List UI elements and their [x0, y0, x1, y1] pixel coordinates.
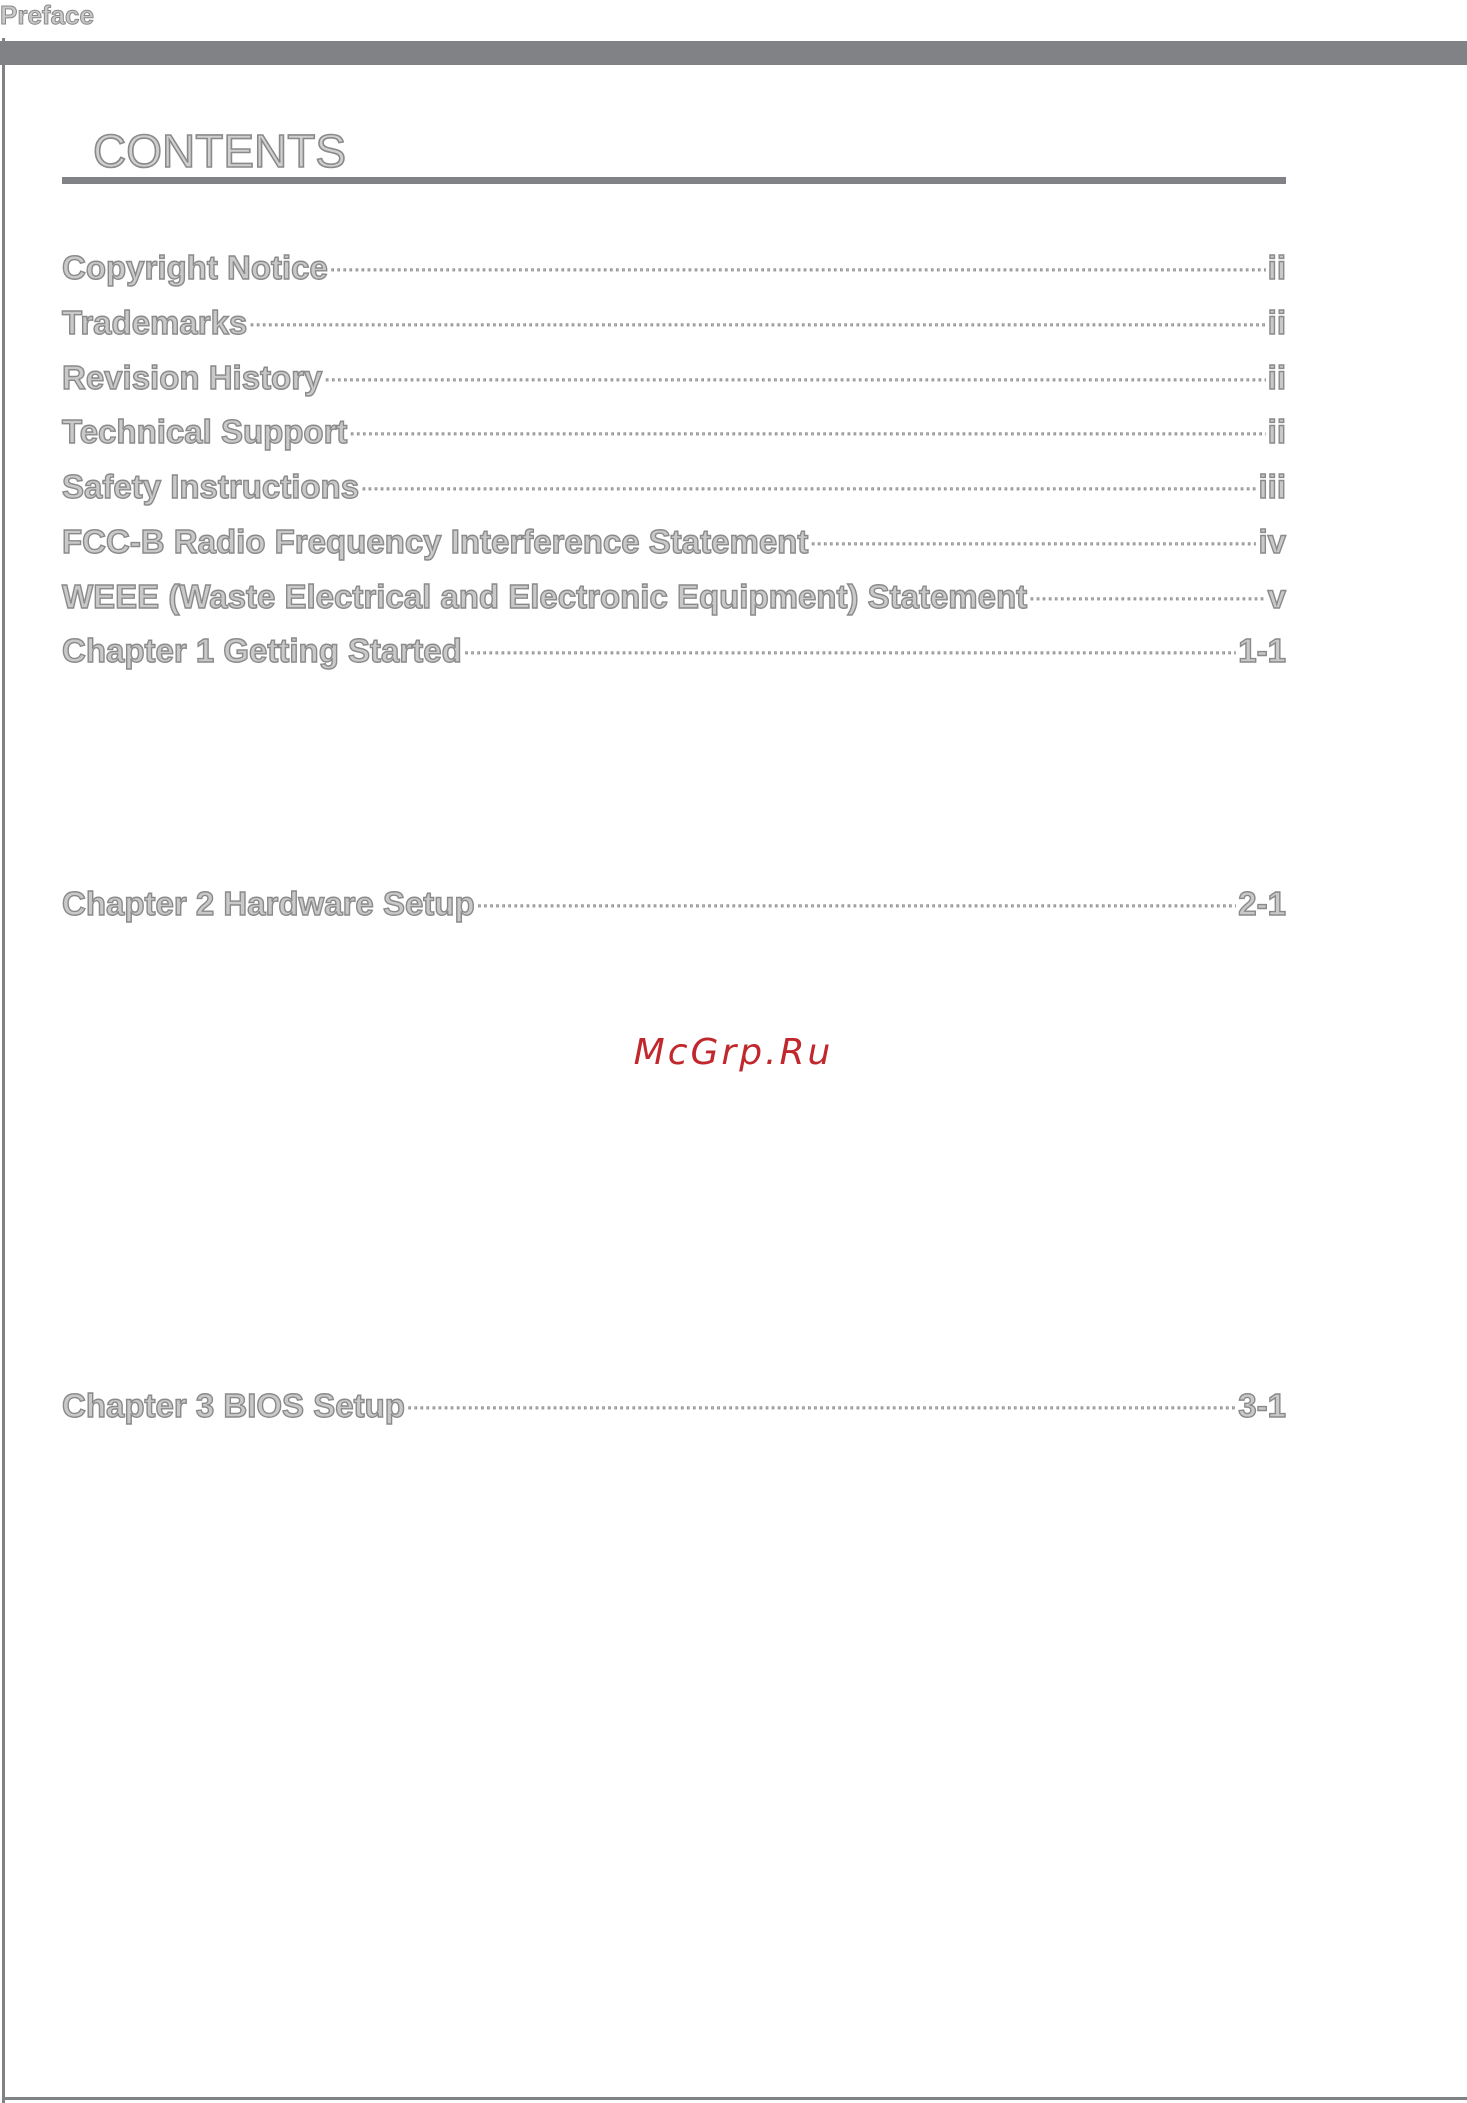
contents-title: CONTENTS	[93, 125, 346, 177]
toc-entry-copyright-notice[interactable]	[62, 239, 1286, 286]
toc-entry-chapter-3[interactable]	[62, 1377, 1286, 1424]
header-bar	[0, 41, 1467, 65]
toc-entry-page: iv	[1258, 523, 1286, 560]
toc-entry-fcc-statement[interactable]	[62, 513, 1286, 560]
toc-leader-dots	[477, 875, 1237, 915]
toc-entry-page: ii	[1267, 413, 1286, 450]
toc-entry-chapter-1[interactable]	[62, 622, 1286, 669]
toc-entry-page: 1-1	[1238, 632, 1286, 669]
toc-entry-label: Safety Instructions	[62, 468, 360, 505]
toc-entry-revision-history[interactable]	[62, 349, 1286, 396]
toc-leader-dots	[349, 403, 1265, 443]
toc-leader-dots	[810, 513, 1256, 553]
toc-entry-label: Chapter 1 Getting Started	[62, 632, 462, 669]
toc-entry-chapter-2[interactable]	[62, 875, 1286, 922]
toc-entry-weee-statement[interactable]	[62, 568, 1286, 615]
toc-entry-page: 2-1	[1238, 885, 1286, 922]
toc-entry-technical-support[interactable]	[62, 403, 1286, 450]
running-header: Preface	[0, 0, 94, 30]
title-underline	[62, 177, 1286, 184]
toc-leader-dots	[249, 294, 1265, 334]
toc-entry-page: ii	[1267, 249, 1286, 286]
toc-entry-label: Chapter 3 BIOS Setup	[62, 1387, 405, 1424]
toc-leader-dots	[330, 239, 1266, 279]
toc-leader-dots	[1029, 568, 1265, 608]
toc-entry-label: Copyright Notice	[62, 249, 328, 286]
toc-entry-page: v	[1267, 578, 1286, 615]
toc-entry-safety-instructions[interactable]	[62, 458, 1286, 505]
toc-entry-label: FCC-B Radio Frequency Interference Statement	[62, 523, 809, 560]
toc-entry-page: iii	[1258, 468, 1286, 505]
toc-entry-label: WEEE (Waste Electrical and Electronic Equipment) Statement	[62, 578, 1028, 615]
toc-entry-label: Revision History	[62, 359, 323, 396]
toc-entry-label: Trademarks	[62, 304, 248, 341]
toc-leader-dots	[407, 1377, 1236, 1417]
toc-entry-label: Chapter 2 Hardware Setup	[62, 885, 475, 922]
toc-entry-label: Technical Support	[62, 413, 348, 450]
toc-entry-page: ii	[1267, 359, 1286, 396]
toc-entry-page: 3-1	[1238, 1387, 1286, 1424]
watermark-text: McGrp.Ru	[633, 1032, 834, 1073]
bottom-border-rule	[2, 2097, 1467, 2100]
toc-leader-dots	[464, 622, 1237, 662]
toc-entry-trademarks[interactable]	[62, 294, 1286, 341]
toc-entry-page: ii	[1267, 304, 1286, 341]
toc-leader-dots	[361, 458, 1256, 498]
toc-leader-dots	[324, 349, 1265, 389]
